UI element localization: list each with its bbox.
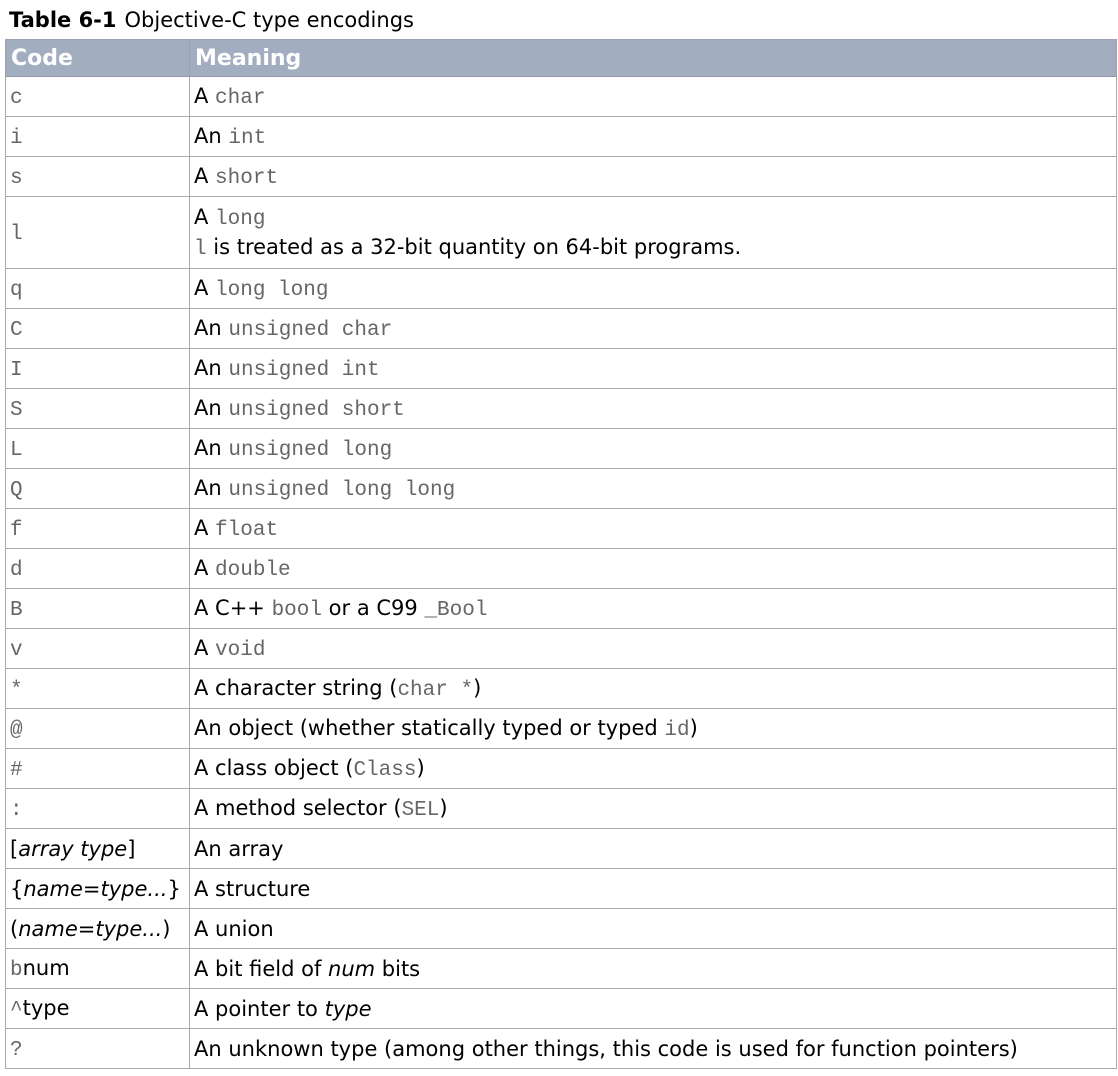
meaning-line bbox=[194, 596, 487, 620]
meaning-segment: A bbox=[194, 83, 216, 108]
meaning-line bbox=[194, 796, 448, 820]
meaning-line bbox=[194, 516, 278, 540]
meaning-cell bbox=[190, 77, 1117, 117]
code-segment: ] bbox=[127, 836, 136, 861]
meaning-segment: A bit field of bbox=[194, 956, 329, 981]
meaning-line bbox=[194, 756, 425, 780]
code-cell bbox=[6, 829, 190, 869]
meaning-segment: long bbox=[215, 207, 266, 231]
code-cell bbox=[6, 589, 190, 629]
meaning-segment: bits bbox=[375, 956, 421, 981]
code-segment: } bbox=[167, 876, 181, 901]
meaning-cell bbox=[190, 309, 1117, 349]
meaning-cell bbox=[190, 789, 1117, 829]
code-segment: ( bbox=[10, 916, 19, 941]
code-segment: name=type... bbox=[23, 876, 168, 901]
code-segment: l bbox=[10, 222, 23, 246]
meaning-segment: A bbox=[194, 555, 216, 580]
code-segment: num bbox=[22, 955, 70, 980]
meaning-segment: A bbox=[194, 635, 216, 660]
meaning-segment: An bbox=[194, 475, 229, 500]
meaning-segment: unsigned int bbox=[228, 358, 380, 382]
code-segment: d bbox=[10, 558, 23, 582]
code-cell bbox=[6, 509, 190, 549]
table-caption bbox=[9, 2, 414, 38]
table-number: Table 6-1 bbox=[9, 8, 117, 32]
meaning-segment: An bbox=[194, 355, 229, 380]
meaning-cell bbox=[190, 669, 1117, 709]
table-row bbox=[6, 309, 1117, 349]
code-segment: f bbox=[10, 518, 23, 542]
code-segment: name=type... bbox=[18, 916, 163, 941]
meaning-segment: An bbox=[194, 435, 229, 460]
code-cell bbox=[6, 389, 190, 429]
code-cell bbox=[6, 749, 190, 789]
code-segment: q bbox=[10, 278, 23, 302]
meaning-line bbox=[194, 997, 372, 1021]
meaning-segment: id bbox=[664, 718, 690, 742]
meaning-cell bbox=[190, 429, 1117, 469]
code-segment: type bbox=[22, 995, 70, 1020]
table-row bbox=[6, 709, 1117, 749]
meaning-segment: char * bbox=[397, 678, 474, 702]
meaning-line bbox=[194, 396, 405, 420]
table-body bbox=[6, 77, 1117, 1069]
code-segment: ? bbox=[10, 1038, 23, 1062]
code-cell bbox=[6, 989, 190, 1029]
meaning-segment: short bbox=[215, 166, 279, 190]
meaning-line bbox=[194, 1037, 1018, 1061]
code-segment: L bbox=[10, 438, 23, 462]
meaning-segment: ) bbox=[416, 755, 425, 780]
meaning-note-segment: l bbox=[194, 237, 207, 261]
meaning-segment: An array bbox=[194, 836, 284, 861]
meaning-segment: _Bool bbox=[424, 598, 488, 622]
meaning-cell bbox=[190, 869, 1117, 909]
code-segment: ^ bbox=[10, 998, 23, 1022]
meaning-line bbox=[194, 636, 265, 660]
table-row bbox=[6, 349, 1117, 389]
meaning-line bbox=[194, 476, 455, 500]
table-row bbox=[6, 629, 1117, 669]
meaning-segment: A pointer to bbox=[194, 996, 325, 1021]
meaning-segment: or a C99 bbox=[322, 595, 425, 620]
table-row bbox=[6, 77, 1117, 117]
meaning-cell bbox=[190, 549, 1117, 589]
meaning-segment: ) bbox=[473, 675, 482, 700]
meaning-line bbox=[194, 205, 265, 229]
meaning-line bbox=[194, 917, 274, 941]
code-segment: : bbox=[10, 798, 23, 822]
meaning-line bbox=[194, 436, 392, 460]
meaning-segment: void bbox=[215, 638, 266, 662]
meaning-line bbox=[194, 676, 481, 700]
code-segment: B bbox=[10, 598, 23, 622]
meaning-segment: A bbox=[194, 163, 216, 188]
table-row bbox=[6, 389, 1117, 429]
code-cell bbox=[6, 429, 190, 469]
table-row bbox=[6, 869, 1117, 909]
meaning-cell bbox=[190, 349, 1117, 389]
code-segment: c bbox=[10, 86, 23, 110]
table-row bbox=[6, 509, 1117, 549]
meaning-segment: float bbox=[215, 518, 279, 542]
table-row bbox=[6, 269, 1117, 309]
meaning-segment: unsigned char bbox=[228, 318, 393, 342]
meaning-segment: A method selector ( bbox=[194, 795, 402, 820]
meaning-cell bbox=[190, 829, 1117, 869]
meaning-cell bbox=[190, 117, 1117, 157]
meaning-line bbox=[194, 276, 328, 300]
meaning-cell bbox=[190, 197, 1117, 269]
meaning-cell bbox=[190, 269, 1117, 309]
meaning-cell bbox=[190, 749, 1117, 789]
meaning-segment: A bbox=[194, 204, 216, 229]
meaning-line bbox=[194, 877, 310, 901]
code-cell bbox=[6, 77, 190, 117]
meaning-segment: double bbox=[215, 558, 291, 582]
table-row bbox=[6, 549, 1117, 589]
code-cell bbox=[6, 349, 190, 389]
table-row bbox=[6, 669, 1117, 709]
meaning-segment: An bbox=[194, 395, 229, 420]
meaning-cell bbox=[190, 989, 1117, 1029]
table-row bbox=[6, 589, 1117, 629]
code-cell bbox=[6, 269, 190, 309]
meaning-segment: A bbox=[194, 515, 216, 540]
code-cell bbox=[6, 117, 190, 157]
meaning-line bbox=[194, 316, 392, 340]
meaning-segment: An bbox=[194, 123, 229, 148]
code-cell bbox=[6, 629, 190, 669]
code-segment: ) bbox=[162, 916, 171, 941]
meaning-cell bbox=[190, 709, 1117, 749]
meaning-segment: SEL bbox=[401, 798, 440, 822]
meaning-note-line bbox=[194, 235, 1112, 261]
meaning-segment: An unknown type (among other things, this code is used for function pointers) bbox=[194, 1036, 1018, 1061]
code-cell bbox=[6, 1029, 190, 1069]
meaning-segment: A union bbox=[194, 916, 274, 941]
meaning-line bbox=[194, 84, 265, 108]
column-header-code: Code bbox=[6, 40, 190, 77]
code-segment: v bbox=[10, 638, 23, 662]
meaning-note-segment: is treated as a 32-bit quantity on 64-bit programs. bbox=[206, 234, 742, 259]
meaning-segment: int bbox=[228, 126, 267, 150]
table-row bbox=[6, 1029, 1117, 1069]
code-segment: I bbox=[10, 358, 23, 382]
meaning-segment: Class bbox=[353, 758, 417, 782]
meaning-cell bbox=[190, 389, 1117, 429]
meaning-segment: An bbox=[194, 315, 229, 340]
table-row bbox=[6, 197, 1117, 269]
code-cell bbox=[6, 709, 190, 749]
meaning-cell bbox=[190, 629, 1117, 669]
meaning-cell bbox=[190, 949, 1117, 989]
meaning-cell bbox=[190, 909, 1117, 949]
code-segment: C bbox=[10, 318, 23, 342]
meaning-segment: A C++ bbox=[194, 595, 272, 620]
table-title: Objective-C type encodings bbox=[124, 8, 414, 32]
meaning-segment: long long bbox=[215, 278, 329, 302]
meaning-segment: A character string ( bbox=[194, 675, 398, 700]
code-cell bbox=[6, 789, 190, 829]
code-segment: s bbox=[10, 166, 23, 190]
meaning-segment: bool bbox=[271, 598, 322, 622]
meaning-segment: A structure bbox=[194, 876, 311, 901]
meaning-segment: unsigned short bbox=[228, 398, 405, 422]
type-encodings-table bbox=[5, 39, 1117, 1069]
code-cell bbox=[6, 949, 190, 989]
meaning-line bbox=[194, 957, 420, 981]
meaning-segment: A bbox=[194, 275, 216, 300]
code-segment: @ bbox=[10, 718, 23, 742]
meaning-line bbox=[194, 837, 283, 861]
table-row bbox=[6, 829, 1117, 869]
code-cell bbox=[6, 197, 190, 269]
meaning-line bbox=[194, 164, 278, 188]
table-row bbox=[6, 157, 1117, 197]
meaning-segment: unsigned long bbox=[228, 438, 393, 462]
meaning-line bbox=[194, 356, 380, 380]
table-row bbox=[6, 429, 1117, 469]
meaning-segment: A class object ( bbox=[194, 755, 354, 780]
table-row bbox=[6, 117, 1117, 157]
table-row bbox=[6, 909, 1117, 949]
code-segment: i bbox=[10, 126, 23, 150]
code-cell bbox=[6, 157, 190, 197]
meaning-segment: num bbox=[328, 956, 376, 981]
meaning-segment: An object (whether statically typed or typed bbox=[194, 715, 665, 740]
code-segment: # bbox=[10, 758, 23, 782]
code-segment: array type bbox=[18, 836, 128, 861]
meaning-cell bbox=[190, 589, 1117, 629]
code-segment: [ bbox=[10, 836, 19, 861]
code-segment: * bbox=[10, 678, 23, 702]
table-row bbox=[6, 469, 1117, 509]
meaning-cell bbox=[190, 469, 1117, 509]
code-cell bbox=[6, 549, 190, 589]
table-row bbox=[6, 989, 1117, 1029]
meaning-cell bbox=[190, 509, 1117, 549]
table-header-row bbox=[6, 40, 1117, 77]
code-segment: Q bbox=[10, 478, 23, 502]
meaning-cell bbox=[190, 157, 1117, 197]
table-row bbox=[6, 749, 1117, 789]
meaning-segment: char bbox=[215, 86, 266, 110]
code-segment: b bbox=[10, 958, 23, 982]
meaning-segment: ) bbox=[689, 715, 698, 740]
code-cell bbox=[6, 909, 190, 949]
meaning-segment: type bbox=[324, 996, 372, 1021]
column-header-meaning: Meaning bbox=[190, 40, 1117, 77]
code-cell bbox=[6, 669, 190, 709]
meaning-line bbox=[194, 716, 698, 740]
code-cell bbox=[6, 309, 190, 349]
code-segment: S bbox=[10, 398, 23, 422]
meaning-segment: unsigned long long bbox=[228, 478, 456, 502]
code-cell bbox=[6, 469, 190, 509]
meaning-cell bbox=[190, 1029, 1117, 1069]
table-row bbox=[6, 789, 1117, 829]
meaning-line bbox=[194, 124, 266, 148]
meaning-segment: ) bbox=[439, 795, 448, 820]
code-cell bbox=[6, 869, 190, 909]
meaning-line bbox=[194, 556, 291, 580]
table-row bbox=[6, 949, 1117, 989]
code-segment: { bbox=[10, 876, 24, 901]
